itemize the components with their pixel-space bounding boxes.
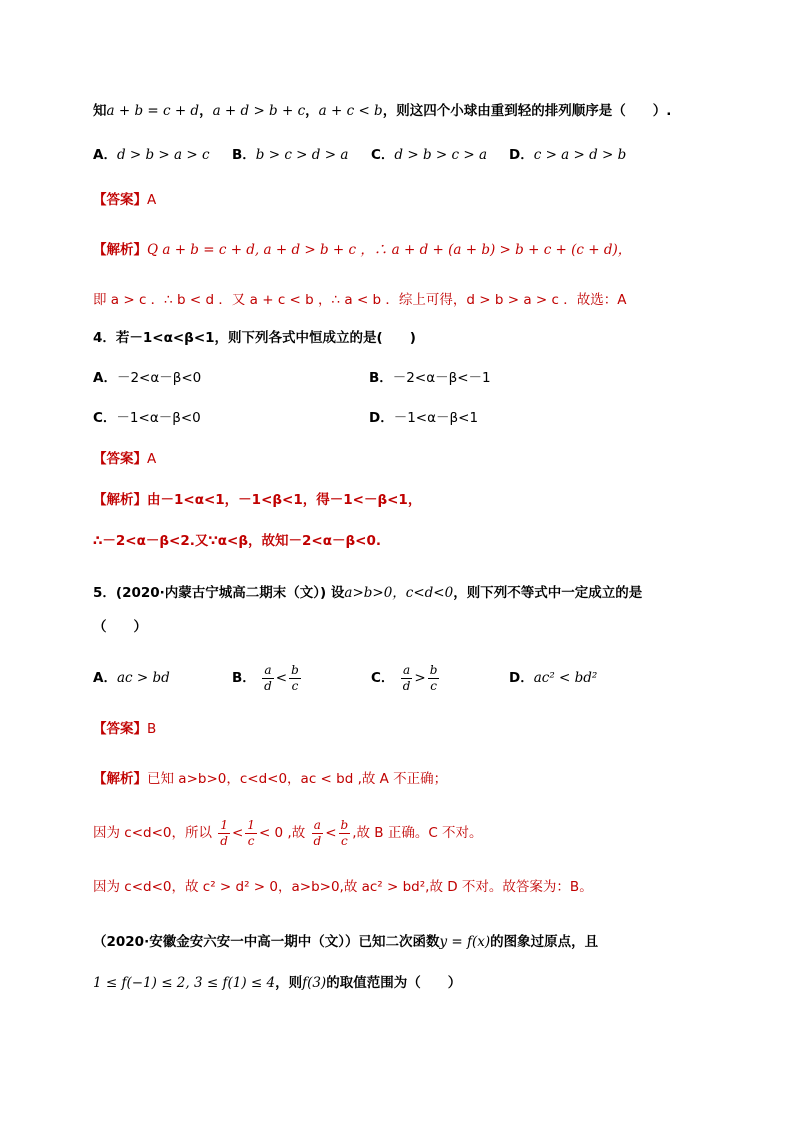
q3-option-d [509, 145, 626, 165]
q4-option-c-label: C． [93, 410, 117, 426]
fraction-denominator: d [313, 833, 322, 848]
fraction-numerator: 1 [218, 818, 230, 834]
q3-stem-prefix: 知 [93, 103, 107, 119]
fraction-numerator: 1 [247, 817, 255, 832]
fraction-numerator: b [429, 662, 438, 677]
q5-stem-prefix: 5．(2020·内蒙古宁城高二期末（文）) 设 [93, 585, 345, 601]
q3-answer [93, 190, 156, 210]
q5-option-b [232, 660, 303, 696]
q4-option-c [93, 408, 201, 428]
q5-option-c [371, 660, 441, 696]
q4-option-b [369, 368, 491, 388]
q4-option-b-label: B． [369, 370, 393, 386]
q5-option-c-relation: > [414, 670, 426, 686]
q3-answer-value: A [147, 192, 157, 208]
fraction-denominator: c [430, 678, 437, 693]
q3-analysis-line1 [93, 240, 631, 260]
q3-option-d-text: c > a > d > b [533, 147, 627, 163]
q5-stem-suffix: ，则下列不等式中一定成立的是 [453, 585, 643, 601]
fraction-numerator: a [262, 663, 274, 679]
q4-option-c-text: －1<α－β<0 [116, 410, 201, 426]
q5-option-a-label: A． [93, 670, 117, 686]
q3-option-b [232, 145, 348, 165]
q4-analysis-line2: ∴－2<α－β<2.又∵α<β，故知－2<α－β<0. [93, 533, 381, 549]
q6-stem-line1 [93, 932, 598, 952]
q5-option-b-fraction1 [262, 663, 274, 694]
q3-sep2: ， [305, 103, 319, 119]
fraction-numerator: b [340, 817, 349, 832]
q5-an2-prefix: 因为 c<d<0，所以 [93, 825, 212, 841]
q5-stem-line2: （ ） [93, 619, 147, 635]
q4-option-d [369, 408, 478, 428]
q5-analysis-line3: 因为 c<d<0，故 c² > d² > 0，a>b>0,故 ac² > bd²,故 D 不对。故答案为：B。 [93, 879, 593, 895]
q4-answer [93, 449, 156, 469]
q6-stem-line2 [93, 973, 461, 993]
q5-stem-condition: a>b>0，c<d<0 [344, 585, 454, 601]
q3-option-a-text: d > b > a > c [116, 147, 210, 163]
fraction-denominator: d [264, 678, 272, 693]
analysis-tag: 【解析】 [93, 492, 147, 508]
fraction-numerator: b [291, 662, 299, 677]
q5-analysis-line1 [93, 769, 447, 789]
q5-answer-value: B [147, 721, 157, 737]
q5-analysis-line2 [93, 813, 483, 853]
q5-an2-fraction1 [218, 818, 230, 849]
q3-analysis-line2: 即 a > c ．∴ b < d ．又 a + c < b ，∴ a < b ．综上可得，d > b > a > c ．故选：A [93, 292, 627, 308]
q4-option-a-label: A． [93, 370, 117, 386]
q5-an2-fraction3 [312, 818, 324, 849]
fraction-denominator: d [220, 833, 228, 848]
q5-an2-fraction4 [339, 818, 351, 849]
q5-option-b-label: B． [232, 670, 256, 686]
q6-stem-conditions: 1 ≤ f(−1) ≤ 2, 3 ≤ f(1) ≤ 4 [93, 975, 276, 991]
q4-option-a-text: －2<α－β<0 [116, 370, 202, 386]
q5-option-d-label: D． [509, 670, 534, 686]
fraction-denominator: c [340, 833, 348, 848]
q6-stem-mid: ，则 [275, 975, 303, 991]
q3-eq2: a + d > b + c [212, 103, 306, 119]
q4-option-a [93, 368, 201, 388]
fraction-denominator: d [402, 678, 411, 693]
q3-sep1: ， [199, 103, 213, 119]
q3-option-c-text: d > b > c > a [394, 147, 487, 163]
q3-option-c-label: C． [371, 147, 395, 163]
analysis-tag: 【解析】 [93, 771, 147, 787]
q3-eq1: a + b = c + d [106, 103, 200, 119]
q5-an2-mid: < 0 ,故 [258, 825, 306, 841]
q4-answer-value: A [147, 451, 157, 467]
q5-an2-relation2: < [325, 825, 337, 841]
q6-stem-suffix: 的图象过原点，且 [490, 934, 599, 950]
q3-option-b-label: B． [232, 147, 256, 163]
q6-stem-prefix: （2020·安徽金安六安一中高一期中（文））已知二次函数 [93, 934, 440, 950]
q3-stem-suffix: ，则这四个小球由重到轻的排列顺序是（ ）. [382, 103, 672, 119]
q3-analysis-text1: Q a + b = c + d, a + d > b + c ，∴ a + d + (a + b) > b + c + (c + d)， [147, 242, 632, 258]
q5-option-a-text: ac > bd [116, 670, 170, 686]
answer-tag: 【答案】 [93, 721, 147, 737]
fraction-numerator: a [312, 818, 324, 834]
q4-stem: 4．若－1<α<β<1，则下列各式中恒成立的是( ) [93, 330, 416, 346]
q3-option-d-label: D． [509, 147, 534, 163]
q3-option-a-label: A． [93, 147, 117, 163]
q5-option-c-fraction2 [428, 663, 440, 694]
q3-stem [93, 101, 671, 121]
q5-an2-relation: < [231, 825, 244, 841]
analysis-tag: 【解析】 [93, 242, 147, 258]
q4-analysis-line1 [93, 490, 421, 510]
answer-tag: 【答案】 [93, 192, 147, 208]
q5-option-d [509, 660, 597, 696]
q3-option-a [93, 145, 210, 165]
fraction-denominator: c [291, 678, 299, 693]
q5-an2-suffix: ,故 B 正确。C 不对。 [352, 825, 483, 841]
q5-option-c-fraction1 [401, 663, 413, 694]
q6-stem-target: f(3) [302, 975, 327, 991]
q3-eq3: a + c < b [318, 103, 383, 119]
q5-option-b-relation: < [275, 670, 288, 686]
q4-option-b-text: －2<α－β<－1 [392, 370, 491, 386]
q5-option-d-text: ac² < bd² [533, 670, 598, 686]
q3-option-c [371, 145, 487, 165]
q5-analysis-text1: 已知 a>b>0，c<d<0，ac < bd ,故 A 不正确； [147, 771, 448, 787]
q5-an2-fraction2 [245, 818, 257, 849]
q4-analysis-text1: 由－1<α<1，－1<β<1，得－1<－β<1， [147, 492, 422, 508]
fraction-denominator: c [247, 833, 255, 848]
q4-option-d-label: D． [369, 410, 394, 426]
fraction-numerator: a [401, 663, 413, 679]
q3-option-b-text: b > c > d > a [255, 147, 349, 163]
q5-option-c-label: C． [371, 670, 395, 686]
q6-stem-line2-suffix: 的取值范围为（ ） [326, 975, 462, 991]
q5-answer [93, 719, 156, 739]
q5-stem [93, 583, 642, 603]
q5-option-b-fraction2 [289, 663, 301, 694]
q4-option-d-text: －1<α－β<1 [393, 410, 479, 426]
q5-option-a [93, 660, 170, 696]
answer-tag: 【答案】 [93, 451, 147, 467]
q6-stem-function: y = f(x) [439, 934, 491, 950]
